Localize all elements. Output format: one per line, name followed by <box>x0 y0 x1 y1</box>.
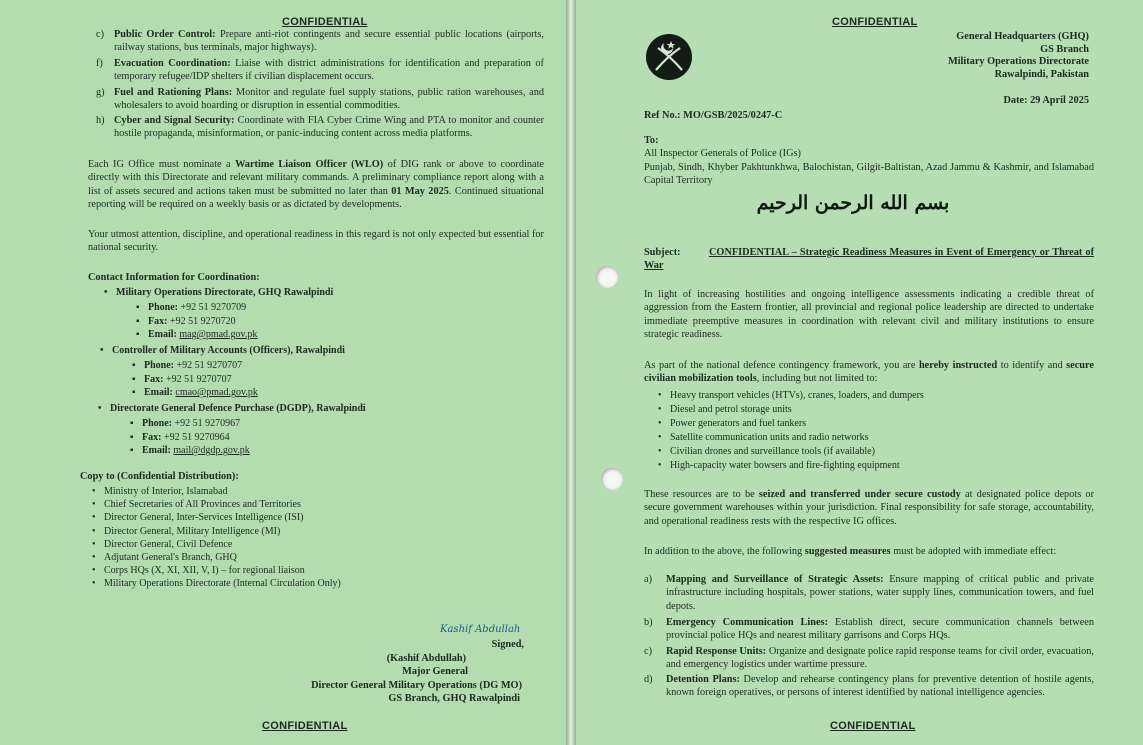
measure-title: Emergency Communication Lines: <box>666 617 828 628</box>
wlo-text: of DIG rank or above to coordinate directly with this Directorate and relevant military commands. A preliminary compliance report along with a list of assets secured and actions taken must be submitted no later than <box>88 159 545 197</box>
confidential-footer: CONFIDENTIAL <box>262 720 348 732</box>
email-link[interactable]: mag@pmad.gov.pk <box>179 329 258 341</box>
phone-value: +92 51 9270967 <box>174 418 241 429</box>
intro-paragraph: In light of increasing hostilities and ongoing intelligence assessments indicating a credible threat of aggression from the Eastern frontier, all provincial and regional police leadership are directed to undertake immediate preemptive measures in coordination with relevant civil and military institutions to ensure strategic readiness. <box>644 289 1094 340</box>
contact-heading: Contact Information for Coordination: <box>88 272 260 283</box>
measure-b <box>666 616 1094 643</box>
copy-item: • Corps HQs (X, XI, XII, V, I) – for regional liaison <box>104 564 341 577</box>
copy-item: • Military Operations Directorate (Internal Circulation Only) <box>104 577 341 590</box>
email-link[interactable]: cmao@pmad.gov.pk <box>175 387 258 399</box>
measure-letter: c) <box>644 646 652 657</box>
para-bold: suggested measures <box>804 546 891 557</box>
address-line: GS Branch <box>1040 43 1089 55</box>
copy-heading: Copy to (Confidential Distribution): <box>80 471 239 482</box>
signature-block <box>300 638 524 706</box>
item-text: Prepare anti-riot contingents and secure essential public locations (airports, railway stations, bus terminals, major highways). <box>114 29 545 54</box>
para-text: These resources are to be <box>644 489 755 500</box>
contact-details <box>144 359 258 400</box>
wlo-bold: Wartime Liaison Officer (WLO) <box>235 159 384 170</box>
copy-item: • Chief Secretaries of All Provinces and Territories <box>104 498 341 511</box>
address-line: General Headquarters (GHQ) <box>956 31 1089 42</box>
fax-value: +92 51 9270707 <box>165 373 232 385</box>
measure-c <box>666 645 1094 672</box>
contact-name: • Controller of Military Accounts (Officers), Rawalpindi <box>112 344 345 358</box>
contact-phone <box>148 301 257 315</box>
contact-fax <box>144 373 258 387</box>
contact-list <box>112 344 345 358</box>
contact-fax <box>148 315 257 329</box>
measure-text: Organize and designate police rapid response teams for civil order, evacuation, and emergency logistics under wartime pressure. <box>666 646 1094 671</box>
item-h <box>114 114 544 141</box>
para-bold: seized and transferred under secure custody <box>758 489 961 500</box>
signer-title: Director General Military Operations (DG MO) <box>311 679 522 691</box>
army-crest-icon <box>646 34 692 80</box>
item-title: Public Order Control: <box>114 29 216 40</box>
measure-a <box>666 573 1094 613</box>
letterhead-address <box>948 31 1089 81</box>
measure-title: Detention Plans: <box>666 674 740 685</box>
subject-text: CONFIDENTIAL – Strategic Readiness Measures in Event of Emergency or Threat of War <box>644 247 1094 272</box>
confidential-footer: CONFIDENTIAL <box>830 720 916 732</box>
fax-label: Fax: <box>148 315 168 327</box>
subject-label: Subject: <box>644 247 681 258</box>
para-bold: hereby instructed <box>918 360 998 371</box>
contact-phone <box>142 417 250 431</box>
fax-label: Fax: <box>142 431 162 443</box>
letter-date: Date: 29 April 2025 <box>1003 95 1089 106</box>
item-title: Fuel and Rationing Plans: <box>114 87 233 98</box>
item-g <box>114 86 544 113</box>
contact-name: • Directorate General Defence Purchase (DGDP), Rawalpindi <box>110 402 366 416</box>
email-link[interactable]: mail@dgdp.gov.pk <box>173 445 250 457</box>
item-title: Cyber and Signal Security: <box>114 115 235 126</box>
email-label: Email: <box>144 387 173 399</box>
copy-item: • Ministry of Interior, Islamabad <box>104 485 341 498</box>
left-page <box>0 0 566 745</box>
contact-details <box>148 301 257 342</box>
signer-rank: Major General <box>402 666 468 677</box>
measures-intro <box>644 545 1094 558</box>
contact-email <box>142 444 250 458</box>
contact-email <box>144 386 258 400</box>
signed-label: Signed, <box>491 639 524 650</box>
to-label: To: <box>644 135 659 146</box>
crest-graphic <box>646 34 692 80</box>
handwritten-signature: Kashif Abdullah <box>440 624 521 635</box>
para-text: As part of the national defence contingency framework, you are <box>644 360 916 371</box>
deadline-date: 01 May 2025 <box>391 185 449 197</box>
fax-value: +92 51 9270720 <box>169 315 236 327</box>
attention-paragraph: Your utmost attention, discipline, and operational readiness in this regard is not only expected but essential for national security. <box>88 229 544 254</box>
measure-letter: d) <box>644 674 653 685</box>
tool-item: • Heavy transport vehicles (HTVs), cranes, loaders, and dumpers <box>670 389 924 403</box>
address-line: Military Operations Directorate <box>947 56 1089 68</box>
copy-item: • Adjutant General's Branch, GHQ <box>104 551 341 564</box>
para-text: to identify and <box>1000 360 1063 371</box>
reference-number: Ref No.: MO/GSB/2025/0247-C <box>644 110 783 121</box>
copy-item: • Director General, Inter-Services Intelligence (ISI) <box>104 511 341 524</box>
tools-list <box>670 389 924 474</box>
tool-item: • High-capacity water bowsers and fire-fighting equipment <box>670 459 924 473</box>
contact-email <box>148 328 257 342</box>
phone-label: Phone: <box>144 360 174 371</box>
para-text: at designated police depots or secure government warehouses within your jurisdiction. Final responsibility for safe storage, accountability, and operational readiness rests with the respective IG offices. <box>644 489 1095 527</box>
wlo-text: . Continued situational reporting will be required on a weekly basis or as dictated by developments. <box>88 185 544 210</box>
phone-value: +92 51 9270707 <box>176 360 243 371</box>
fax-value: +92 51 9270964 <box>163 431 230 443</box>
measure-letter: a) <box>644 574 652 585</box>
signer-name: (Kashif Abdullah) <box>386 652 466 664</box>
tool-item: • Satellite communication units and radio networks <box>670 431 924 445</box>
measure-text: Develop and rehearse contingency plans for preventive detention of hostile agents, known foreign operatives, or persons of interest identified by national intelligence agencies. <box>666 674 1094 699</box>
contact-fax <box>142 431 250 445</box>
punch-hole <box>601 468 623 490</box>
para-text: , including but not limited to: <box>756 373 878 385</box>
addressee-line: All Inspector Generals of Police (IGs) <box>644 148 801 159</box>
contact-phone <box>144 359 258 373</box>
copy-list <box>104 485 341 591</box>
item-text: Liaise with district administrations for identification and preparation of temporary refugee/IDP shelters if civilian displacement occurs. <box>114 58 544 83</box>
measure-text: Ensure mapping of critical public and private infrastructure including hospitals, power stations, water supply lines, communication towers, and fuel depots. <box>666 574 1094 612</box>
instruction-paragraph <box>644 359 1094 386</box>
item-letter: h) <box>96 115 105 126</box>
contact-list <box>116 286 333 300</box>
item-letter: f) <box>96 58 103 69</box>
phone-label: Phone: <box>148 302 178 313</box>
contact-name: • Military Operations Directorate, GHQ Rawalpindi <box>116 286 333 300</box>
addressee-provinces: Punjab, Sindh, Khyber Pakhtunkhwa, Balochistan, Gilgit-Baltistan, Azad Jammu & Kashmir, and Islamabad Capital Territory <box>644 162 1094 187</box>
address-line: Rawalpindi, Pakistan <box>994 68 1089 80</box>
item-letter: c) <box>96 29 104 40</box>
para-text: In addition to the above, the following <box>644 546 803 557</box>
custody-paragraph <box>644 488 1094 528</box>
email-label: Email: <box>148 329 177 341</box>
phone-label: Phone: <box>142 418 172 429</box>
confidential-header: CONFIDENTIAL <box>282 16 368 28</box>
measure-title: Rapid Response Units: <box>666 646 767 657</box>
item-text: Monitor and regulate fuel supply stations, public ration warehouses, and wholesalers to avoid hoarding or disruption in essential commodities. <box>114 87 544 112</box>
copy-item: • Director General, Civil Defence <box>104 538 341 551</box>
confidential-header: CONFIDENTIAL <box>832 16 918 28</box>
tool-item: • Civilian drones and surveillance tools (if available) <box>670 445 924 459</box>
measure-d <box>666 673 1094 700</box>
phone-value: +92 51 9270709 <box>180 302 247 313</box>
measure-text: Establish direct, secure communication channels between provincial police HQs and nearest military garrisons and Corps HQs. <box>666 617 1095 642</box>
contact-list <box>110 402 366 416</box>
bismillah-calligraphy: بسم الله الرحمن الرحيم <box>756 192 950 214</box>
punch-hole <box>596 266 618 288</box>
tool-item: • Power generators and fuel tankers <box>670 417 924 431</box>
star-icon <box>667 41 676 49</box>
item-letter: g) <box>96 87 105 98</box>
wlo-text: Each IG Office must nominate a <box>88 159 231 170</box>
para-bold: secure civilian mobilization tools <box>644 360 1094 385</box>
copy-item: • Director General, Military Intelligence (MI) <box>104 525 341 538</box>
item-c <box>114 28 544 55</box>
item-f <box>114 57 544 84</box>
measure-title: Mapping and Surveillance of Strategic Assets: <box>666 574 884 585</box>
tool-item: • Diesel and petrol storage units <box>670 403 924 417</box>
wlo-paragraph <box>88 158 544 211</box>
fax-label: Fax: <box>144 373 164 385</box>
signer-branch: GS Branch, GHQ Rawalpindi <box>388 693 520 704</box>
item-title: Evacuation Coordination: <box>114 58 231 69</box>
measure-letter: b) <box>644 617 653 628</box>
page-gutter <box>566 0 576 745</box>
item-text: Coordinate with FIA Cyber Crime Wing and PTA to monitor and counter hostile propaganda, misinformation, or panic-inducing content across media platforms. <box>114 115 544 140</box>
contact-details <box>142 417 250 458</box>
right-page <box>576 0 1143 745</box>
email-label: Email: <box>142 445 171 457</box>
para-text: must be adopted with immediate effect: <box>893 546 1057 557</box>
